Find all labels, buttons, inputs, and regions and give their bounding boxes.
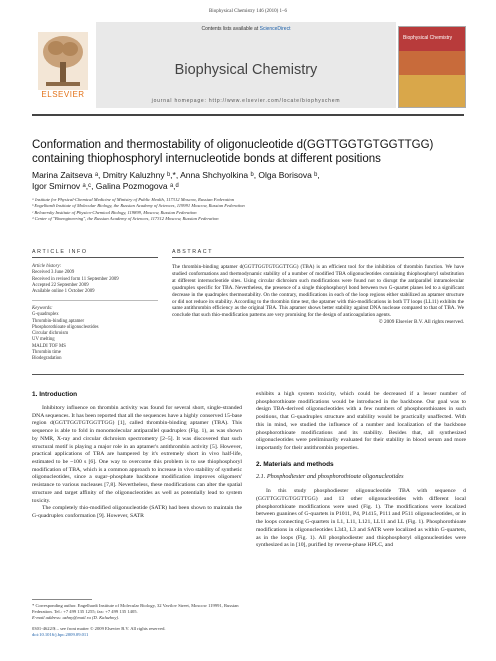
publisher-name: ELSEVIER: [41, 90, 85, 99]
contents-prefix: Contents lists available at: [201, 26, 260, 32]
abstract-heading: ABSTRACT: [172, 249, 214, 255]
keyword: Phosphorothioate oligonucleotides: [32, 324, 99, 330]
subsection-heading: 2.1. Phosphodiester and phosphorothioate oligonucleotides: [256, 473, 404, 481]
journal-masthead: [32, 22, 464, 108]
keyword: Thrombin-binding aptamer: [32, 318, 85, 324]
affiliation: ᵃ Institute for Physical-Chemical Medicine of Ministry of Public Health, 117312 Moscow, Russian Federation: [32, 197, 235, 202]
keyword: UV melting: [32, 337, 55, 343]
elsevier-logo: [32, 30, 94, 102]
journal-title: Biophysical Chemistry: [174, 62, 318, 78]
history-item: Accepted 22 September 2009: [32, 282, 89, 288]
paragraph: Inhibitory influence on thrombin activity was found for several short, single-stranded DNA sequences. It has been reported that all the sequences have a highly conserved 15-base region d(GGTTGGTGTGGTTGG) [1], called thrombin-binding aptamer (TBA). This sequence is able to fold in monomolecular antiparallel quadruplex (Fig. 1), as was shown by NMR, X-ray and circular dichroism spectrometry [2–5]. It was discovered that such structural motif is playing a major role in an aptamer's antithrombin activity [5]. However, practical applications of TBA are hampered by it's extremely short in vivo half-life, estimated to be ~100 s [6]. One way to overcome this problem is to use thiophosphoryl modification of TBA, which is a common approach to increase in vivo stability of synthetic oligonucleotides, since a sugar–phosphate backbone modification improves oligomers' resistance to various nucleases [7,8]. Nevertheless, these modifications can alter the spatial structure and target affinity of the oligonucleotides as well as potentially lead to system toxicity.: [32, 405, 242, 504]
sciencedirect-link[interactable]: ScienceDirect: [259, 26, 291, 32]
masthead-divider: [32, 114, 464, 116]
abstract-rule: [172, 257, 464, 258]
article-title-line-1: Conformation and thermostability of oligonucleotide d(GGTTGGTGTGGTTGG): [32, 139, 434, 151]
footnote-corresponding-author: * Corresponding author. Engelhardt Institute of Molecular Biology, 32 Vavilov Street, Moscow 119991, Russian Federation. Tel.: +7 499 135 1255; fax: +7 499 135 1405.: [32, 603, 239, 615]
article-info-heading: ARTICLE INFO: [32, 249, 88, 255]
history-item: Received 3 June 2009: [32, 270, 75, 276]
journal-banner: [96, 22, 396, 108]
affiliations: [32, 197, 472, 222]
history-item: Available online 1 October 2009: [32, 289, 95, 295]
doi-link[interactable]: doi:10.1016/j.bpc.2009.09.011: [32, 632, 89, 638]
elsevier-tree-icon: [38, 32, 88, 90]
article-history: [32, 264, 152, 295]
keywords-label: Keywords:: [32, 306, 53, 311]
journal-homepage[interactable]: journal homepage: http://www.elsevier.com/locate/biophyschem: [151, 98, 341, 104]
article-title-line-2: containing thiophosphoryl internucleotide bonds at different positions: [32, 153, 381, 165]
authors-line-1: Marina Zaitseva ᵃ, Dmitry Kaluzhny ᵇ,*, Anna Shchyolkina ᵇ, Olga Borisova ᵇ,: [32, 170, 320, 180]
history-item: Received in revised form 11 September 2009: [32, 276, 119, 282]
keyword: G-quadruplex: [32, 312, 59, 318]
right-column-body: [256, 391, 466, 550]
abstract-copyright: © 2009 Elsevier B.V. All rights reserved.: [378, 319, 464, 326]
keywords: [32, 306, 152, 363]
abstract-body: [172, 264, 464, 326]
affiliation: ᶜ Belozersky Institute of Physico-Chemical Biology, 119899, Moscow, Russian Federation: [32, 209, 197, 215]
info-divider: [32, 300, 158, 301]
footnote-rule: [32, 599, 92, 600]
footnote-email: E-mail address: uzhny@mail.ru (D. Kaluzhny).: [32, 615, 120, 621]
running-head: Biophysical Chemistry 146 (2010) 1–6: [208, 9, 288, 14]
article-info-rule: [32, 257, 158, 258]
author-list: [32, 170, 472, 192]
footnote-issn: 0301-4622/$ – see front matter © 2009 Elsevier B.V. All rights reserved.: [32, 626, 166, 632]
keyword: Thrombin time: [32, 350, 61, 356]
abstract-text: The thrombin-binding aptamer d(GGTTGGTGTGGTTGG) (TBA) is an efficient tool for the inhibition of thrombin function. We have studied conformations and thermodynamic stability of a number of modified TBA oligonucleotides containing thiophosphoryl substitution at different internucleotide sites. Using circular dichroism such modifications were found not to disrupt the antiparallel intramolecular quadruplex specific for TBA. Nevertheless, the presence of a single thiophosphoryl bond between two G-quartet planes led to a significant decrease in the quadruplex thermostability. On the contrary, modifications in each of the loop regions either stabilized an aptamer structure or did not reduce its stability. According to the thrombin time test, the aptamer with thio-modifications in both TT loops (LL11) exhibits the same antithrombin efficiency as the original TBA. This aptamer shows better stability against DNA nuclease compared to that of TBA. We conclude that such thio-modification patterns are very promising for the design of anticoagulation agents.: [172, 264, 464, 319]
paragraph: The completely thio-modified oligonucleotide (SATR) had been shown to maintain the G-quadruplex conformation [9]. However, SATR: [32, 505, 242, 520]
history-label: Article history:: [32, 264, 62, 269]
journal-cover-thumbnail: [398, 26, 466, 108]
keyword: Biodegradation: [32, 356, 62, 362]
article-title: [32, 138, 472, 166]
section-heading-introduction: 1. Introduction: [32, 391, 78, 398]
footnotes: [32, 603, 242, 638]
authors-line-2: Igor Smirnov ᵃ,ᶜ, Galina Pozmogova ᵃ,ᵈ: [32, 181, 179, 191]
introduction-body: [32, 405, 242, 521]
contents-line: [96, 26, 396, 32]
affiliation: ᵈ Center of "Bioengineering", the Russian Academy of Sciences, 117312 Moscow, Russian Federation: [32, 215, 219, 221]
keyword: Circular dichroism: [32, 331, 69, 337]
cover-title: Biophysical Chemistry: [403, 35, 453, 41]
paragraph: In this study phosphodiester oligonucleotide TBA with sequence d (GGTTGGTGTGGTTGG) and 13 other oligonucleotides with different local phosphorothioate modifications were used (Fig. 1). The modifications were localized between guanines of G-quartets in P1011, P4, P1415, P111 and P511 oligonucleotides, or in the loops connecting G-quartets in L1, L11, L121, LL11 and LL (Fig. 1). Phosphorothioate modifications in oligonucleotides L343, L3 and SATR were localized as within G-quartets, as in the loops (Fig. 1). All phosphodiester and thiophosphoryl oligonucleotides were synthesized as in [10], purified by reverse-phase HPLC, and: [256, 488, 466, 549]
front-matter-divider: [32, 374, 464, 375]
paragraph: exhibits a high system toxicity, which could be decreased if a lesser number of phosphorothioate modifications would be introduced in the backbone. Our goal was to design TBA-derived oligonucleotides with a few numbers of phosphorothioates in such positions, that G-quadruplex structure and stability would be practically unaffected. With this in mind, we studied the influence of a number and localization of the backbone phosphorothioate modifications and its stability. Besides that, all synthesized oligonucleotides were preliminarily evaluated for their stability in blood serum and more importantly for their antithrombin properties.: [256, 391, 466, 452]
affiliation: ᵇ Engelhardt Institute of Molecular Biology, the Russian Academy of Sciences, 119991 Moscow, Russian Federation: [32, 203, 245, 209]
keyword: MALDI TOF MS: [32, 343, 66, 349]
section-heading-methods: 2. Materials and methods: [256, 460, 334, 468]
